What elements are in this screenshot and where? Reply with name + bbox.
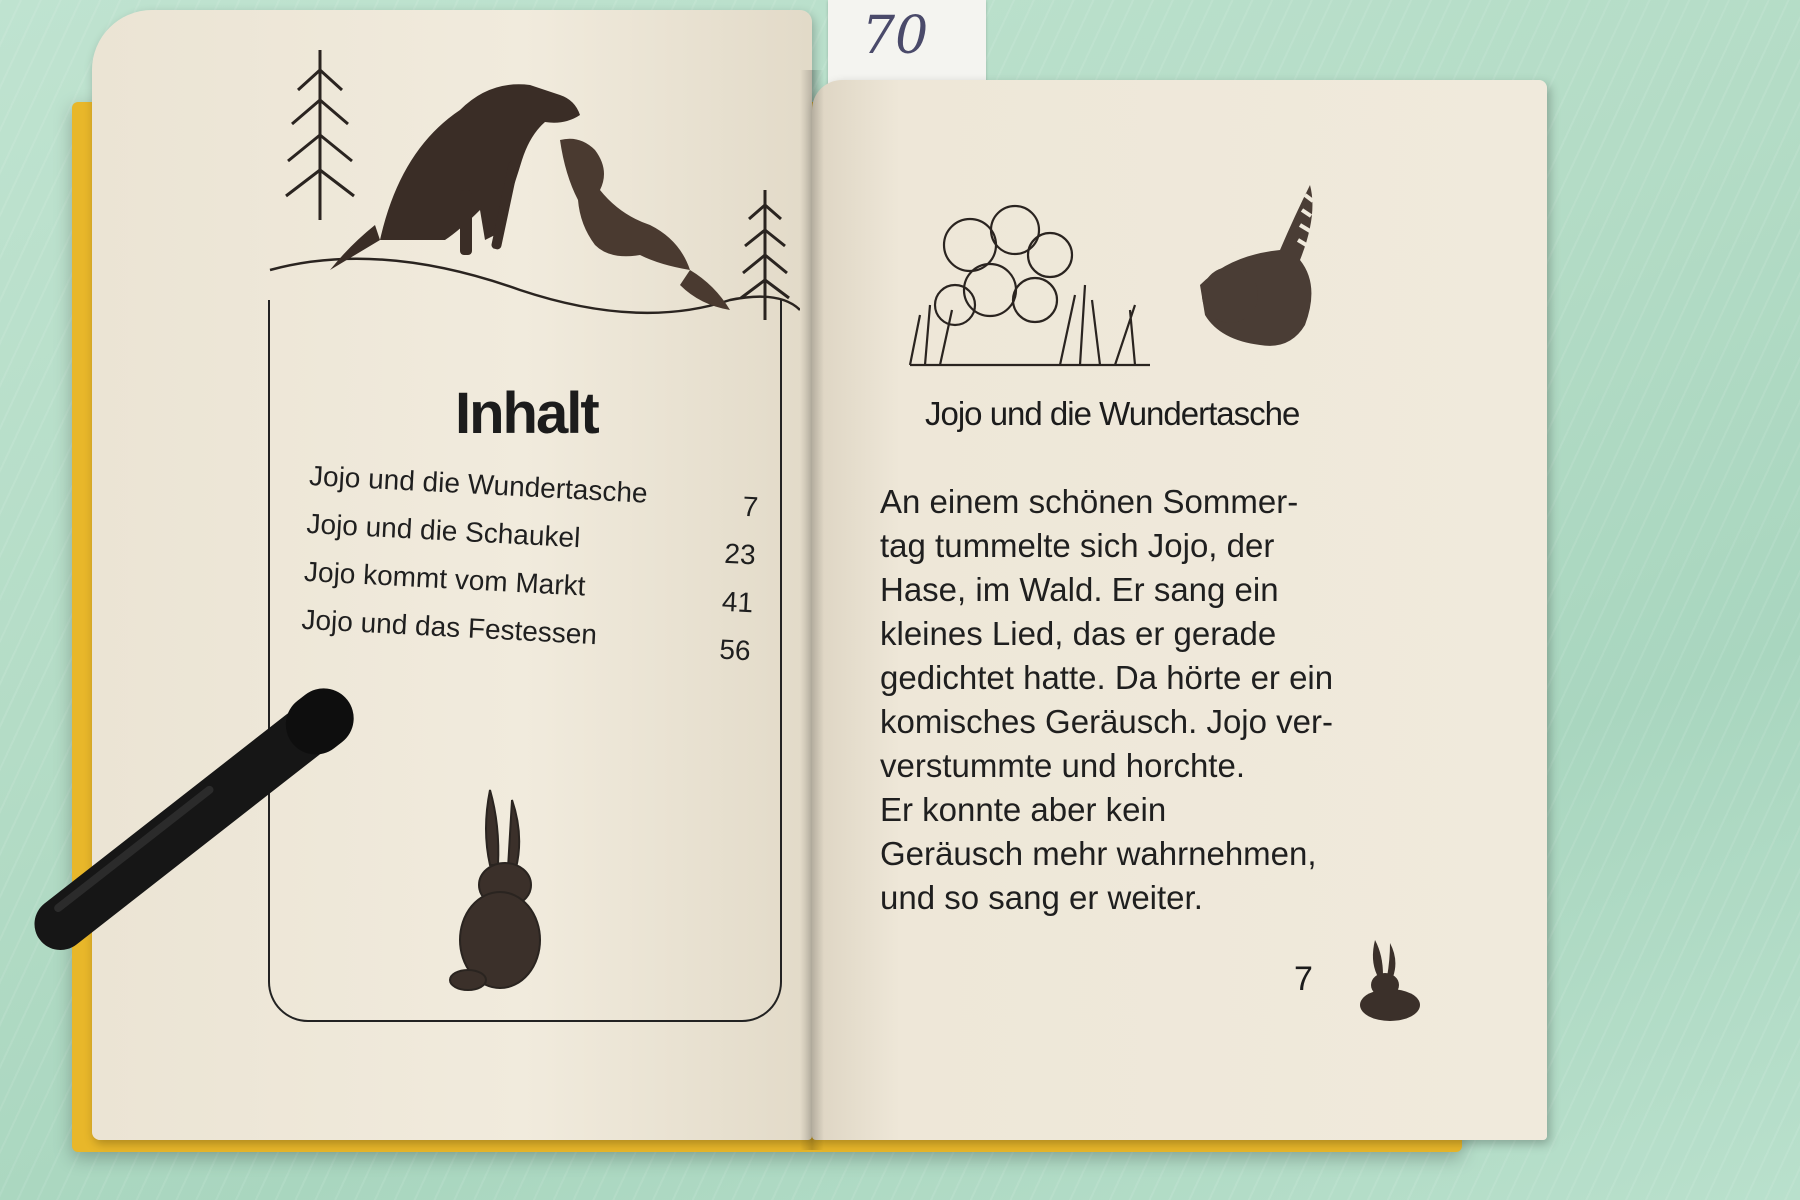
toc-entry-title: Jojo und die Wundertasche: [308, 460, 649, 509]
sticker-number: 70: [862, 6, 929, 66]
table-of-contents: [300, 460, 759, 675]
story-line: verstummte und horchte.: [880, 747, 1245, 784]
book-gutter: [800, 70, 824, 1150]
story-line: Er konnte aber kein: [880, 791, 1167, 828]
story-line: tag tummelte sich Jojo, der: [880, 527, 1275, 564]
small-rabbit-illustration: [1335, 935, 1435, 1025]
toc-entry-page: 41: [721, 585, 754, 619]
story-line: kleines Lied, das er gerade: [880, 615, 1277, 652]
toc-entry-page: 23: [723, 537, 757, 571]
number-sticker: [828, 0, 986, 86]
kittens-in-grass-illustration: [900, 175, 1370, 375]
contents-heading: Inhalt: [455, 381, 598, 446]
story-heading: Jojo und die Wundertasche: [925, 395, 1300, 432]
toc-entry-page: 56: [718, 633, 752, 667]
story-line: und so sang er weiter.: [880, 879, 1203, 916]
page-number: 7: [1294, 960, 1313, 998]
story-line: gedichtet hatte. Da hörte er ein: [880, 659, 1334, 696]
toc-entry-title: Jojo und die Schaukel: [305, 507, 582, 554]
toc-entry-title: Jojo kommt vom Markt: [303, 555, 587, 602]
toc-entry-page: 7: [741, 490, 759, 523]
wolf-and-fox-illustration: [260, 40, 800, 330]
story-line: Geräusch mehr wahrnehmen,: [880, 835, 1317, 872]
story-text: [880, 480, 1440, 920]
rabbit-illustration: [420, 780, 580, 1000]
toc-entry-title: Jojo und das Festessen: [300, 603, 598, 651]
story-line: komisches Geräusch. Jojo ver-: [880, 703, 1333, 740]
story-line: An einem schönen Sommer-: [880, 483, 1299, 520]
story-line: Hase, im Wald. Er sang ein: [880, 571, 1279, 608]
